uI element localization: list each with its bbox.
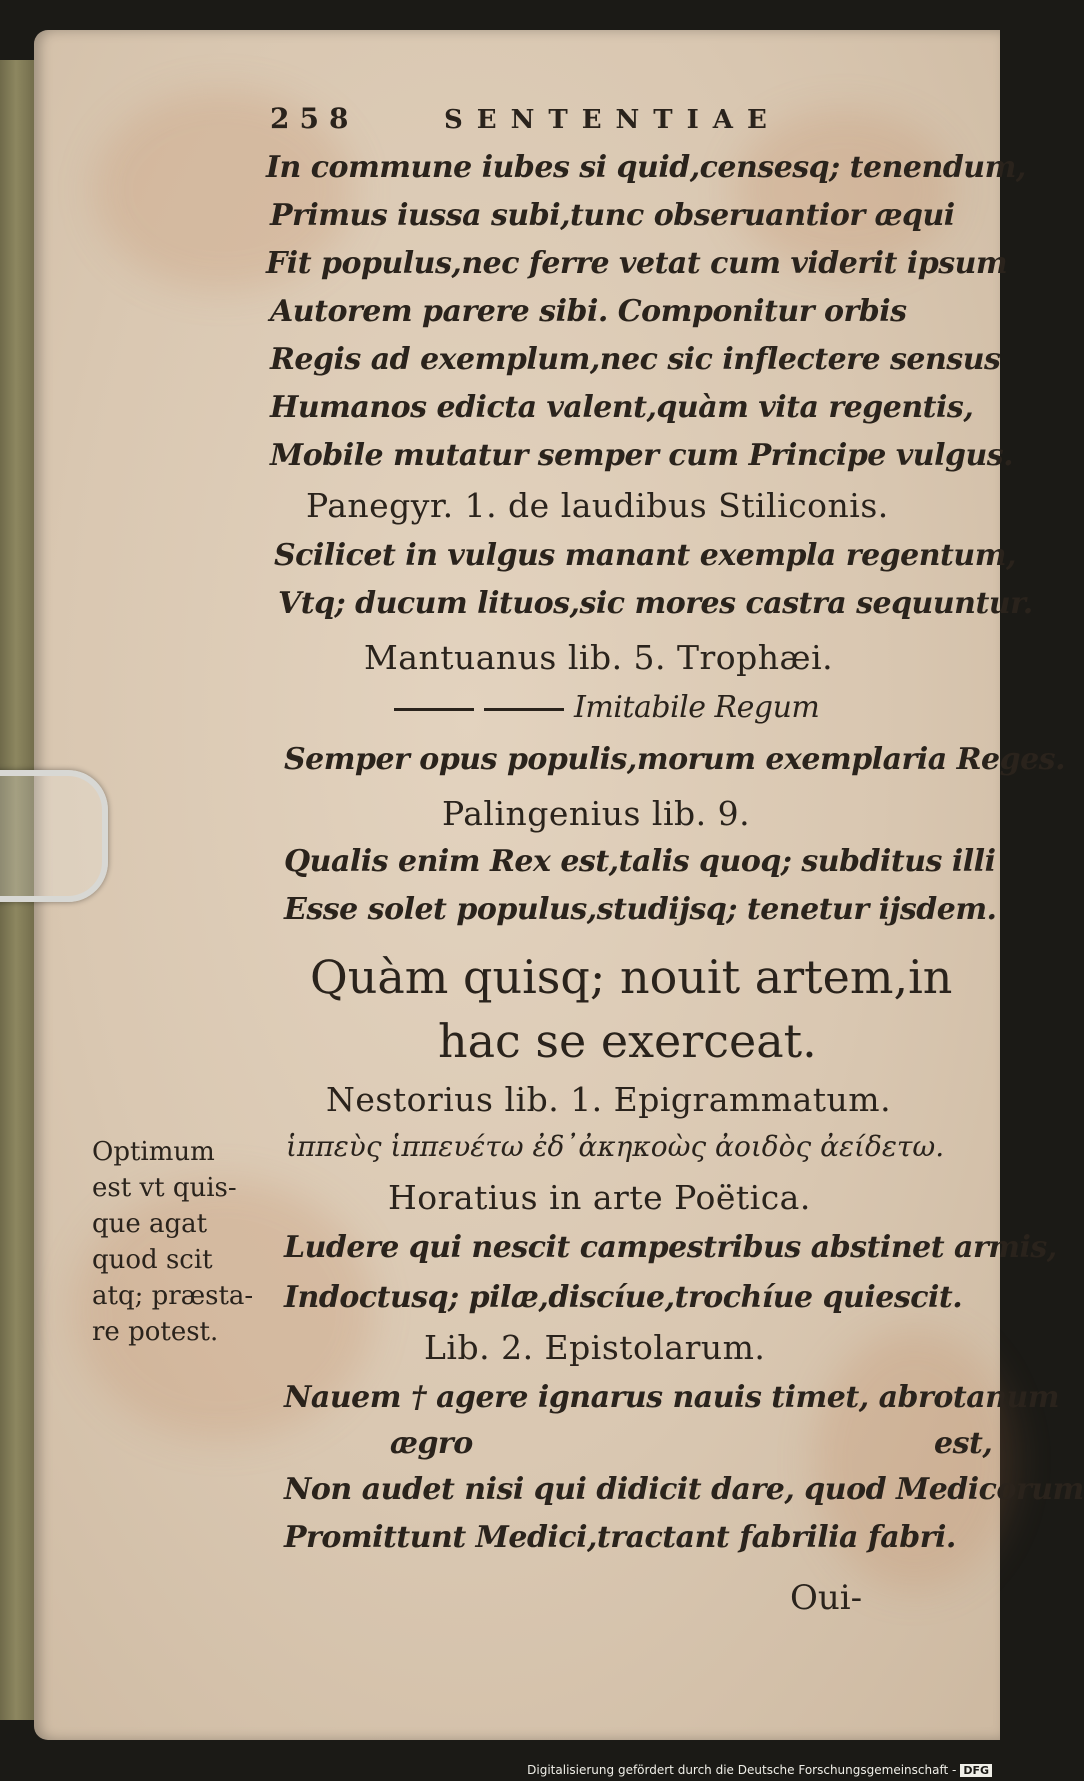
text-line: Humanos edicta valent,quàm vita regentis, bbox=[270, 390, 974, 425]
text-line: Regis ad exemplum,nec sic inflectere sensus bbox=[270, 342, 1001, 377]
text-line: Fit populus,nec ferre vetat cum viderit ipsum bbox=[266, 246, 1008, 281]
running-title: SENTENTIAE bbox=[444, 105, 781, 135]
margin-note-line: atq; præsta- bbox=[92, 1281, 254, 1311]
text-line: Ludere qui nescit campestribus abstinet armis, bbox=[284, 1230, 1057, 1265]
margin-note-line: quod scit bbox=[92, 1245, 213, 1275]
page-number: 258 bbox=[270, 102, 359, 135]
book-page bbox=[34, 30, 1084, 1740]
source-heading: Panegyr. 1. de laudibus Stiliconis. bbox=[306, 486, 889, 525]
margin-note-line: est vt quis- bbox=[92, 1173, 237, 1203]
footer-credit bbox=[527, 1763, 992, 1777]
text-line: Non audet nisi qui didicit dare, quod Medicorum bbox=[284, 1472, 1084, 1507]
source-heading: Horatius in arte Poëtica. bbox=[388, 1178, 811, 1217]
section-title: hac se exerceat. bbox=[438, 1014, 817, 1068]
text-line: Indoctusq; pilæ,discíue,trochíue quiescit. bbox=[284, 1280, 963, 1315]
margin-note-line: que agat bbox=[92, 1209, 208, 1239]
dash-rule bbox=[484, 708, 564, 711]
source-heading: Palingenius lib. 9. bbox=[442, 794, 751, 833]
text-line bbox=[394, 690, 819, 725]
margin-note bbox=[92, 1134, 253, 1350]
footer-text: Digitalisierung gefördert durch die Deutsche Forschungsgemeinschaft - bbox=[527, 1763, 957, 1777]
text-line: Semper opus populis,morum exemplaria Reges. bbox=[284, 742, 1066, 777]
text-line: Qualis enim Rex est,talis quoq; subditus illi bbox=[284, 844, 996, 879]
source-heading: Lib. 2. Epistolarum. bbox=[424, 1328, 766, 1367]
catchword: Oui- bbox=[790, 1578, 863, 1618]
margin-note-line: Optimum bbox=[92, 1137, 215, 1167]
text-line: Nauem † agere ignarus nauis timet, abrotanum bbox=[284, 1380, 1060, 1415]
text-line: In commune iubes si quid,censesq; tenendum, bbox=[266, 150, 1026, 185]
text-line: est, bbox=[934, 1426, 993, 1461]
dfg-logo: DFG bbox=[960, 1764, 992, 1777]
text-line: Scilicet in vulgus manant exempla regentum, bbox=[274, 538, 1016, 573]
dash-rule bbox=[394, 708, 474, 711]
source-heading: Nestorius lib. 1. Epigrammatum. bbox=[326, 1080, 892, 1119]
source-heading: Mantuanus lib. 5. Trophæi. bbox=[364, 638, 834, 677]
greek-line: ἱππεὺς ἱππευέτω ἐδ᾽ἀκηκοὼς ἀοιδὸς ἀείδετω. bbox=[286, 1130, 945, 1163]
page-clip bbox=[0, 770, 108, 902]
text-line: Esse solet populus,studijsq; tenetur ijsdem. bbox=[284, 892, 997, 927]
margin-note-line: re potest. bbox=[92, 1317, 219, 1347]
text-line: Vtq; ducum lituos,sic mores castra sequuntur. bbox=[278, 586, 1033, 621]
section-title: Quàm quisq; nouit artem,in bbox=[310, 950, 953, 1004]
text-line: Mobile mutatur semper cum Principe vulgus. bbox=[270, 438, 1014, 473]
text-line: Primus iussa subi,tunc obseruantior æqui bbox=[270, 198, 955, 233]
text-line: Autorem parere sibi. Componitur orbis bbox=[270, 294, 907, 329]
text-line: Promittunt Medici,tractant fabrilia fabri. bbox=[284, 1520, 956, 1555]
text-line: Imitabile Regum bbox=[574, 690, 820, 725]
text-line: ægro bbox=[390, 1426, 473, 1461]
